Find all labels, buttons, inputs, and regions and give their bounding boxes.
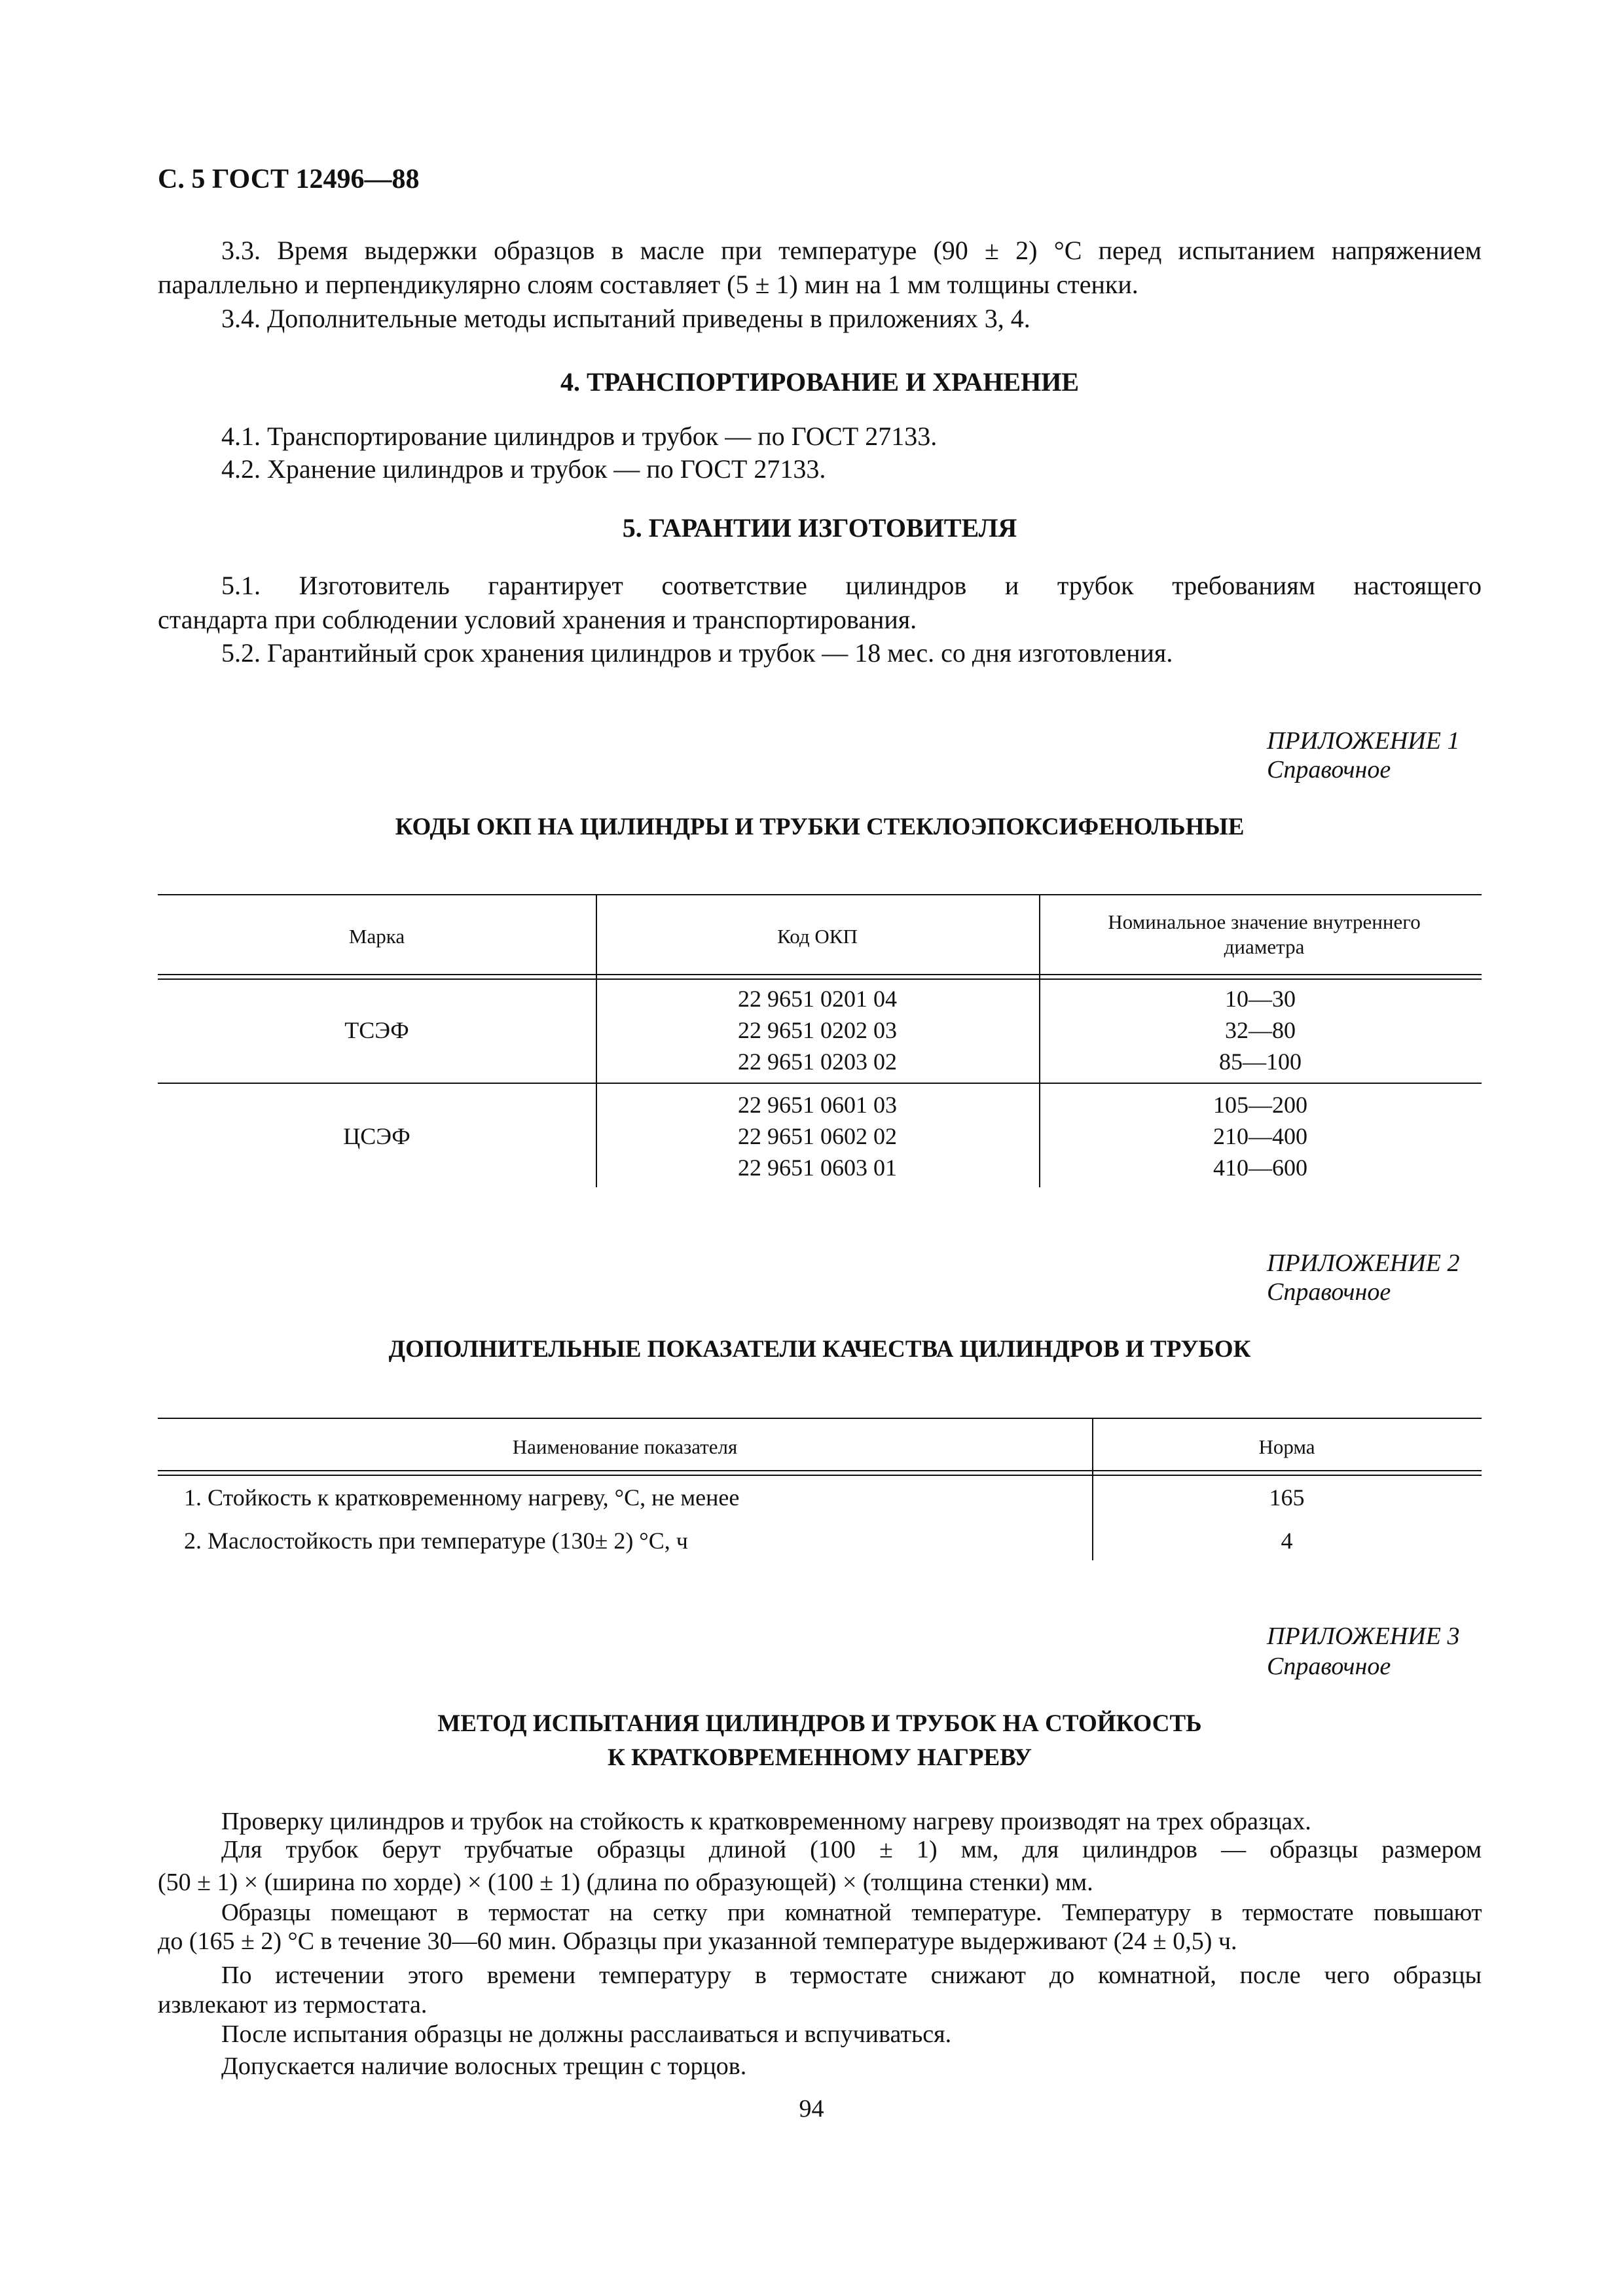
paragraph-5-2: 5.2. Гарантийный срок хранения цилиндров и трубок — 18 мес. со дня изготовления. bbox=[221, 638, 1173, 668]
appendix-3-label: ПРИЛОЖЕНИЕ 3 bbox=[1267, 1623, 1460, 1650]
column-header-mark: Марка bbox=[348, 925, 405, 948]
appendix-2-label: ПРИЛОЖЕНИЕ 2 bbox=[1267, 1249, 1460, 1277]
method-line: до (165 ± 2) °С в течение 30—60 мин. Образцы при указанной температуре выдерживают (24 ± 0,5) ч. bbox=[158, 1928, 1237, 1955]
method-line: По истечении этого времени температуру в термостате снижают до комнатной, после чего образцы bbox=[221, 1962, 1482, 1989]
appendix-3-title-line-1: МЕТОД ИСПЫТАНИЯ ЦИЛИНДРОВ И ТРУБОК НА СТОЙКОСТЬ bbox=[437, 1710, 1202, 1737]
okp-code-cell: 22 9651 0601 03 bbox=[738, 1092, 897, 1118]
indicator-value: 165 bbox=[1269, 1484, 1305, 1511]
paragraph-3-3-line-2: параллельно и перпендикулярно слоям составляет (5 ± 1) мин на 1 мм толщины стенки. bbox=[158, 270, 1139, 299]
mark-cell: ЦСЭФ bbox=[343, 1123, 410, 1149]
appendix-1-label: ПРИЛОЖЕНИЕ 1 bbox=[1267, 727, 1460, 755]
diameter-cell: 32—80 bbox=[1225, 1017, 1296, 1043]
appendix-2-type: Справочное bbox=[1267, 1278, 1391, 1306]
column-header-okp-code: Код ОКП bbox=[777, 925, 858, 948]
appendix-3-title-line-2: К КРАТКОВРЕМЕННОМУ НАГРЕВУ bbox=[608, 1744, 1032, 1771]
appendix-1-title: КОДЫ ОКП НА ЦИЛИНДРЫ И ТРУБКИ СТЕКЛОЭПОКСИФЕНОЛЬНЫЕ bbox=[395, 814, 1245, 840]
okp-code-cell: 22 9651 0603 01 bbox=[738, 1155, 897, 1181]
indicator-name: 1. Стойкость к кратковременному нагреву, °С, не менее bbox=[184, 1484, 740, 1511]
diameter-cell: 410—600 bbox=[1213, 1155, 1307, 1181]
mark-cell: ТСЭФ bbox=[344, 1017, 409, 1043]
method-line: Проверку цилиндров и трубок на стойкость к кратковременному нагреву производят на трех образцах. bbox=[221, 1808, 1311, 1835]
page-number: 94 bbox=[799, 2095, 824, 2123]
okp-code-cell: 22 9651 0201 04 bbox=[738, 986, 897, 1012]
method-line: Образцы помещают в термостат на сетку при комнатной температуре. Температуру в термостате повышают bbox=[221, 1899, 1482, 1926]
paragraph-5-1-line-2: стандарта при соблюдении условий хранения и транспортирования. bbox=[158, 605, 917, 634]
paragraph-4-1: 4.1. Транспортирование цилиндров и трубок — по ГОСТ 27133. bbox=[221, 422, 938, 451]
method-line: Допускается наличие волосных трещин с торцов. bbox=[221, 2053, 747, 2080]
section-4-title: 4. ТРАНСПОРТИРОВАНИЕ И ХРАНЕНИЕ bbox=[560, 367, 1079, 397]
paragraph-3-3-line-1: 3.3. Время выдержки образцов в масле при температуре (90 ± 2) °С перед испытанием напряжением bbox=[221, 236, 1482, 265]
indicator-name: 2. Маслостойкость при температуре (130± 2) °С, ч bbox=[184, 1528, 688, 1554]
diameter-cell: 10—30 bbox=[1225, 986, 1296, 1012]
paragraph-3-4: 3.4. Дополнительные методы испытаний приведены в приложениях 3, 4. bbox=[221, 304, 1030, 333]
diameter-cell: 105—200 bbox=[1213, 1092, 1307, 1118]
quality-indicators-table bbox=[158, 1418, 1482, 1562]
column-header-indicator: Наименование показателя bbox=[512, 1435, 738, 1458]
okp-codes-table bbox=[158, 894, 1482, 1189]
diameter-cell: 210—400 bbox=[1213, 1123, 1307, 1149]
column-header-norm: Норма bbox=[1258, 1435, 1315, 1458]
method-line: После испытания образцы не должны расслаиваться и вспучиваться. bbox=[221, 2020, 952, 2048]
section-5-title: 5. ГАРАНТИИ ИЗГОТОВИТЕЛЯ bbox=[622, 513, 1017, 543]
okp-code-cell: 22 9651 0203 02 bbox=[738, 1049, 897, 1075]
page-header: С. 5 ГОСТ 12496—88 bbox=[158, 164, 420, 194]
indicator-value: 4 bbox=[1281, 1528, 1293, 1554]
okp-code-cell: 22 9651 0202 03 bbox=[738, 1017, 897, 1043]
method-line: Для трубок берут трубчатые образцы длиной (100 ± 1) мм, для цилиндров — образцы размером bbox=[221, 1836, 1482, 1863]
method-line: извлекают из термостата. bbox=[158, 1991, 428, 2018]
okp-code-cell: 22 9651 0602 02 bbox=[738, 1123, 897, 1149]
paragraph-4-2: 4.2. Хранение цилиндров и трубок — по ГОСТ 27133. bbox=[221, 454, 826, 484]
column-header-diameter: Номинальное значение внутреннего диаметра bbox=[1108, 910, 1421, 958]
method-line: (50 ± 1) × (ширина по хорде) × (100 ± 1) (длина по образующей) × (толщина стенки) мм. bbox=[158, 1869, 1093, 1896]
diameter-cell: 85—100 bbox=[1219, 1049, 1302, 1075]
appendix-3-type: Справочное bbox=[1267, 1653, 1391, 1680]
appendix-2-title: ДОПОЛНИТЕЛЬНЫЕ ПОКАЗАТЕЛИ КАЧЕСТВА ЦИЛИНДРОВ И ТРУБОК bbox=[388, 1336, 1251, 1363]
paragraph-5-1-line-1: 5.1. Изготовитель гарантирует соответствие цилиндров и трубок требованиям настоящего bbox=[221, 571, 1482, 600]
appendix-1-type: Справочное bbox=[1267, 756, 1391, 783]
